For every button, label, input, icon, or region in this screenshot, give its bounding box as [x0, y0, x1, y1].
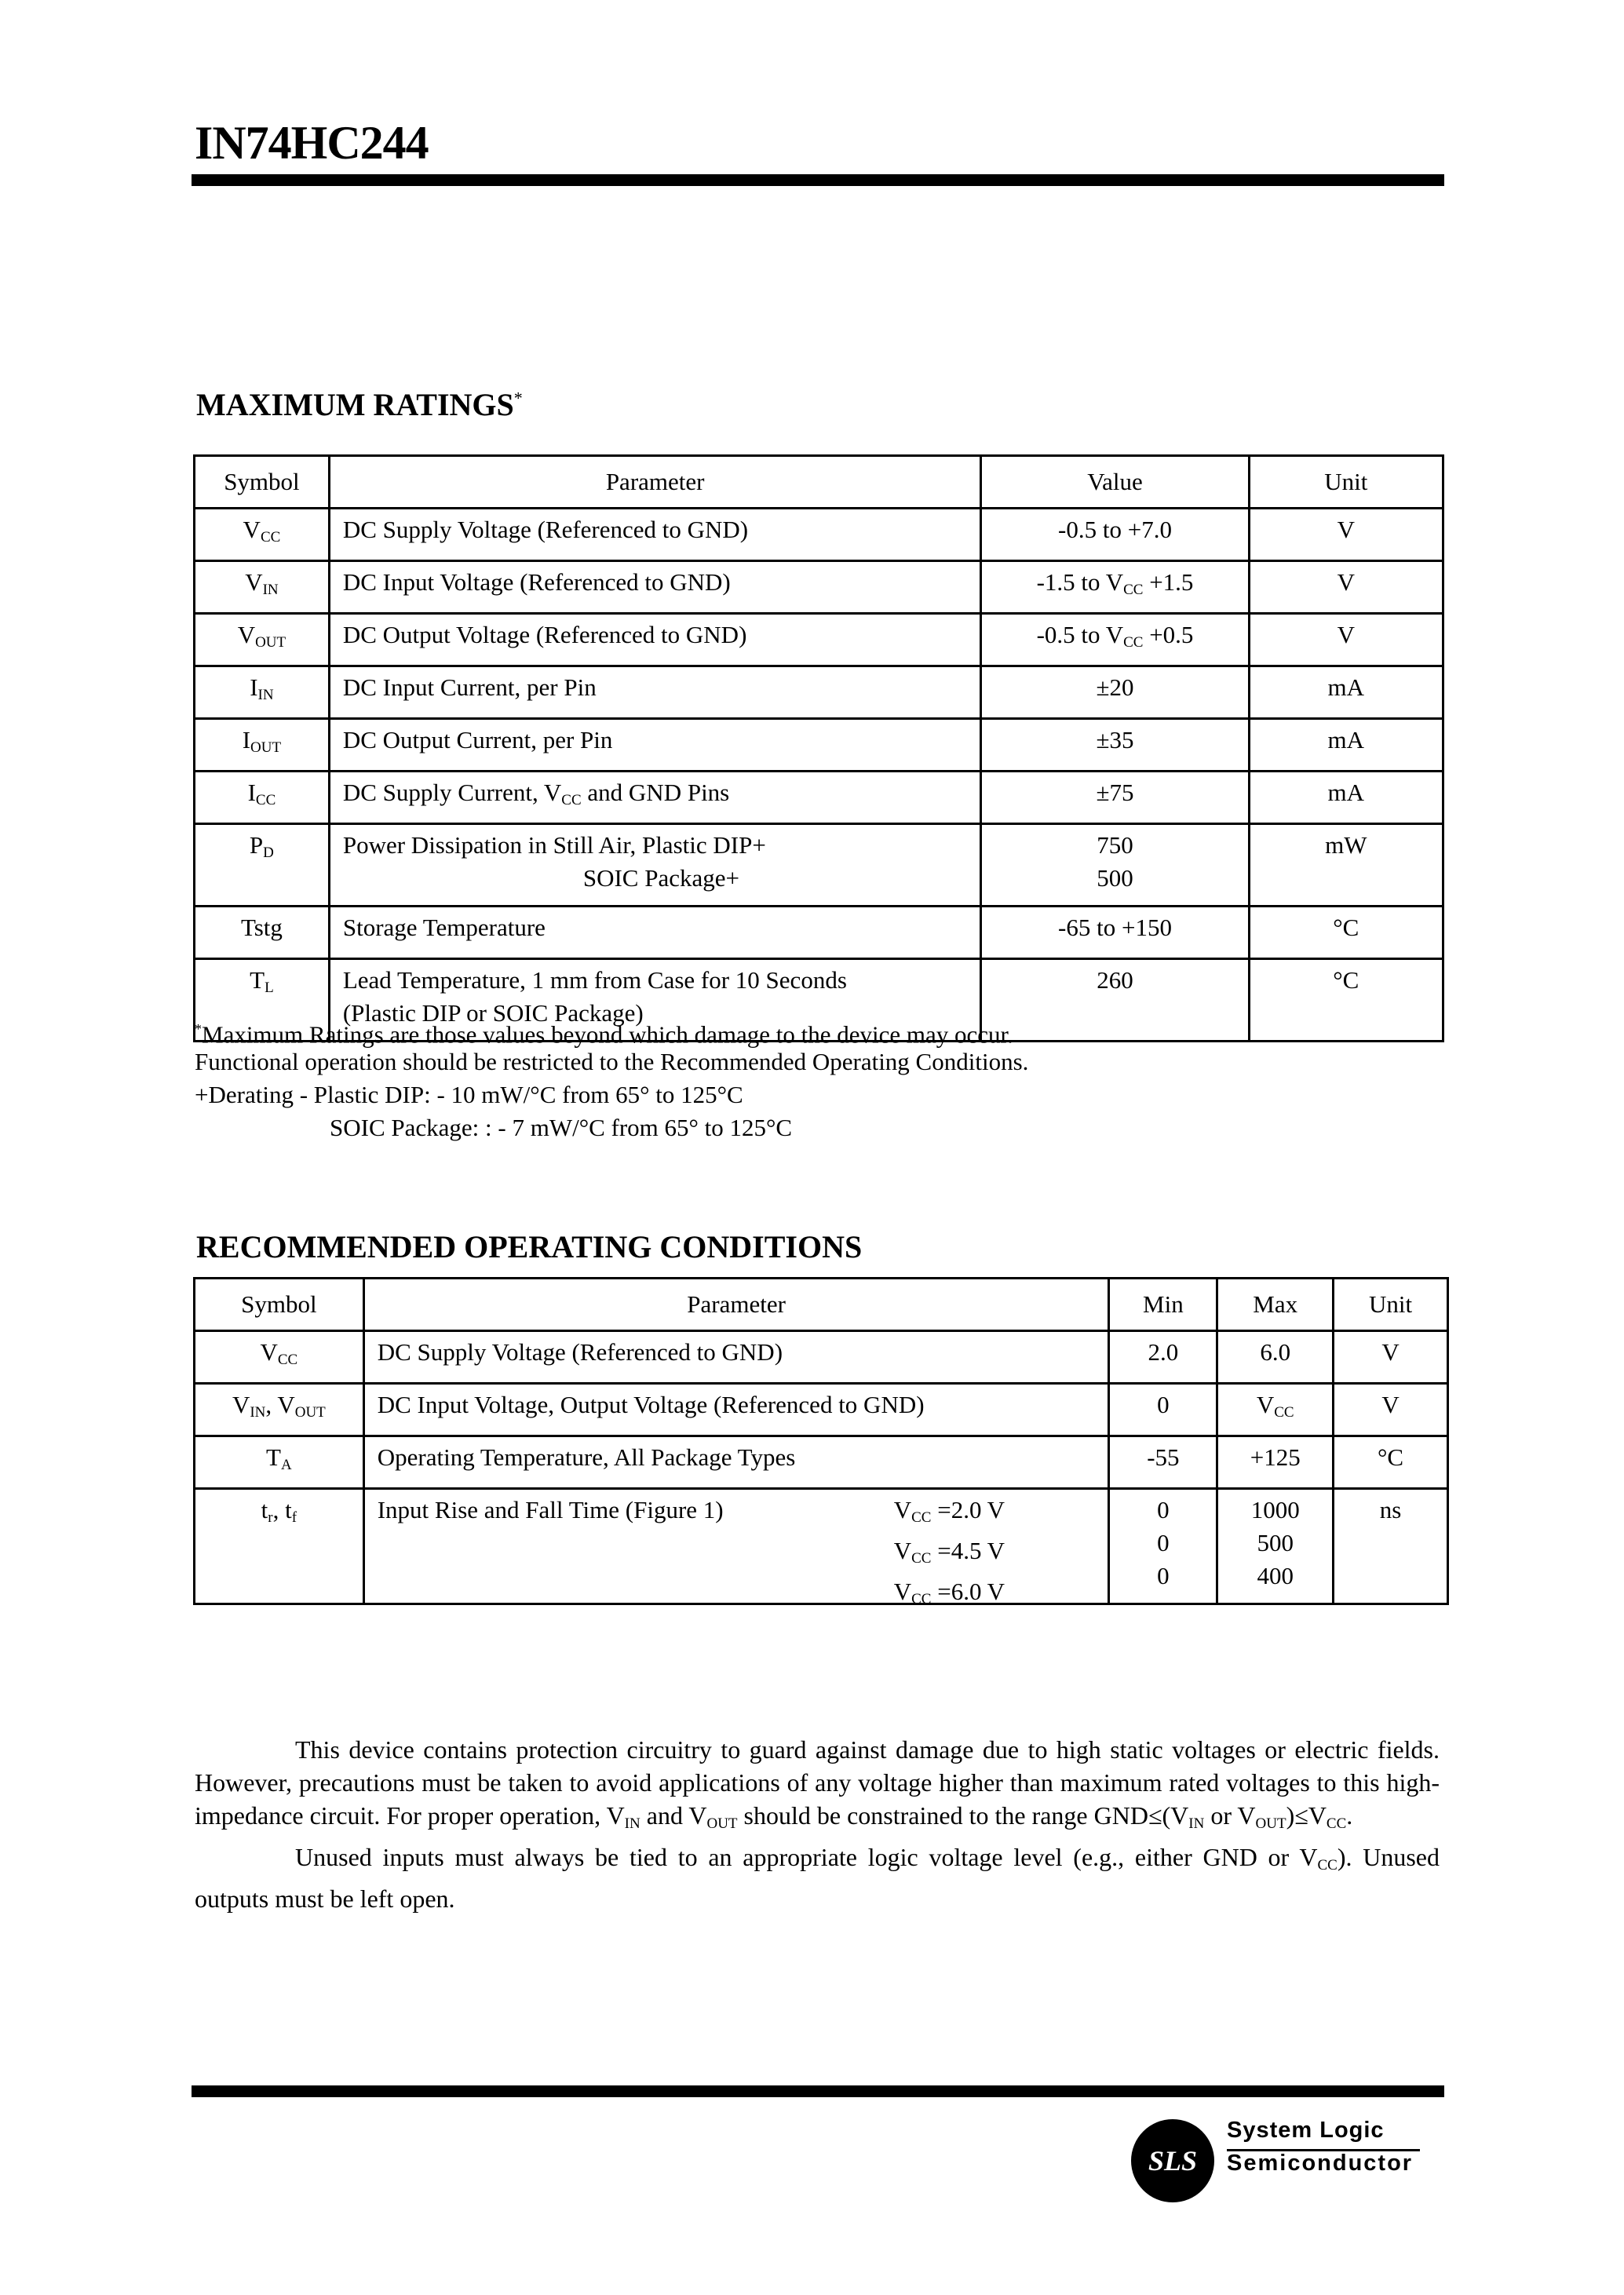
paragraph: This device contains protection circuitry to guard against damage due to high static voltages or electric fields. However, precautions must be taken to avoid applications of any voltage higher than maximum rated voltages to this high-impedance circuit. For proper operation, $V_{IN}$ and $V_{OUT}$ should be constrained to the range $GND\le(V_{IN}$ or $V_{OUT})\le V_{CC}$.	[195, 1735, 1440, 1832]
symbol-cell: $V_{IN}$, $V_{OUT}$	[195, 1384, 364, 1436]
footnote: *Maximum Ratings are those values beyond which damage to the device may occur.	[195, 1020, 1013, 1049]
value-cell: 750 500	[981, 824, 1249, 907]
parameter-cell: Operating Temperature, All Package Types	[363, 1436, 1109, 1489]
footnote: SOIC Package: : - 7 mW/°C from 65° to 125°C	[330, 1114, 793, 1141]
symbol-cell: $V_{IN}$	[195, 561, 330, 614]
body-text	[195, 1733, 1440, 1915]
max-ratings-table	[193, 454, 1444, 1042]
symbol-cell: Tstg	[195, 907, 330, 959]
parameter-cell: DC Input Current, per Pin	[329, 666, 981, 719]
symbol-cell: $I_{IN}$	[195, 666, 330, 719]
unit-cell: V	[1249, 509, 1443, 561]
value-cell: ±20	[981, 666, 1249, 719]
table-row	[195, 1384, 1448, 1436]
parameter-cell: Power Dissipation in Still Air, Plastic DIP+ SOIC Package+	[329, 824, 981, 907]
max-ratings-heading: MAXIMUM RATINGS*	[196, 387, 523, 422]
unit-cell: ns	[1334, 1489, 1448, 1604]
table-row	[195, 824, 1443, 907]
max-cell: 6.0	[1217, 1331, 1334, 1384]
table-header-row	[195, 456, 1443, 509]
unit-cell: V	[1249, 561, 1443, 614]
min-cell: 2.0	[1109, 1331, 1217, 1384]
table-row	[195, 719, 1443, 772]
column-header: Parameter	[329, 456, 981, 509]
paragraph: Unused inputs must always be tied to an appropriate logic voltage level (e.g., either GND or $V_{CC}$). Unused outputs must be left open.	[195, 1843, 1440, 1913]
symbol-cell: $V_{OUT}$	[195, 614, 330, 666]
max-cell: 1000 500 400	[1217, 1489, 1334, 1604]
table-row	[195, 666, 1443, 719]
symbol-cell: $T_L$	[195, 959, 330, 1042]
column-header: Symbol	[195, 456, 330, 509]
footnote: Functional operation should be restricted to the Recommended Operating Conditions.	[195, 1048, 1029, 1075]
footer-rule	[192, 2085, 1444, 2097]
company-name-line1: System Logic	[1227, 2118, 1385, 2143]
unit-cell: °C	[1249, 959, 1443, 1042]
value-cell: ±75	[981, 772, 1249, 824]
column-header: Value	[981, 456, 1249, 509]
recommended-conditions-table	[193, 1277, 1449, 1605]
parameter-cell: DC Supply Current, $V_{CC}$ and GND Pins	[329, 772, 981, 824]
symbol-cell: $V_{CC}$	[195, 509, 330, 561]
unit-cell: mA	[1249, 666, 1443, 719]
min-cell: 0	[1109, 1384, 1217, 1436]
unit-cell: V	[1249, 614, 1443, 666]
column-header: Unit	[1249, 456, 1443, 509]
parameter-cell: DC Supply Voltage (Referenced to GND)	[363, 1331, 1109, 1384]
column-header: Symbol	[195, 1279, 364, 1331]
value-cell: -0.5 to $V_{CC} +0.5$	[981, 614, 1249, 666]
column-header: Unit	[1334, 1279, 1448, 1331]
header-rule	[192, 174, 1444, 186]
value-cell: 260	[981, 959, 1249, 1042]
symbol-cell: $P_D$	[195, 824, 330, 907]
table-header-row	[195, 1279, 1448, 1331]
max-cell: +125	[1217, 1436, 1334, 1489]
recommended-conditions-heading: RECOMMENDED OPERATING CONDITIONS	[196, 1229, 863, 1264]
unit-cell: V	[1334, 1384, 1448, 1436]
value-cell: -65 to +150	[981, 907, 1249, 959]
table-row	[195, 561, 1443, 614]
symbol-cell: $t_r$, $t_f$	[195, 1489, 364, 1604]
symbol-cell: $I_{OUT}$	[195, 719, 330, 772]
table-row	[195, 1331, 1448, 1384]
parameter-cell: DC Supply Voltage (Referenced to GND)	[329, 509, 981, 561]
value-cell: -1.5 to $V_{CC} +1.5$	[981, 561, 1249, 614]
table-row	[195, 772, 1443, 824]
column-header: Parameter	[363, 1279, 1109, 1331]
table-row	[195, 1436, 1448, 1489]
max-cell: $V_{CC}$	[1217, 1384, 1334, 1436]
table-row	[195, 614, 1443, 666]
unit-cell: °C	[1249, 907, 1443, 959]
unit-cell: mA	[1249, 772, 1443, 824]
table-row	[195, 509, 1443, 561]
parameter-cell: DC Output Voltage (Referenced to GND)	[329, 614, 981, 666]
table-row	[195, 907, 1443, 959]
table-row	[195, 1489, 1448, 1604]
document-title: IN74HC244	[195, 117, 429, 169]
unit-cell: V	[1334, 1331, 1448, 1384]
company-name-line2: Semiconductor	[1227, 2151, 1414, 2176]
parameter-cell: Storage Temperature	[329, 907, 981, 959]
min-cell: 0 0 0	[1109, 1489, 1217, 1604]
footnote: +Derating - Plastic DIP: - 10 mW/°C from 65° to 125°C	[195, 1081, 743, 1108]
column-header: Max	[1217, 1279, 1334, 1331]
value-cell: -0.5 to +7.0	[981, 509, 1249, 561]
parameter-cell: DC Input Voltage (Referenced to GND)	[329, 561, 981, 614]
unit-cell: mA	[1249, 719, 1443, 772]
min-cell: -55	[1109, 1436, 1217, 1489]
symbol-cell: $V_{CC}$	[195, 1331, 364, 1384]
symbol-cell: $I_{CC}$	[195, 772, 330, 824]
value-cell: ±35	[981, 719, 1249, 772]
column-header: Min	[1109, 1279, 1217, 1331]
symbol-cell: $T_A$	[195, 1436, 364, 1489]
unit-cell: mW	[1249, 824, 1443, 907]
parameter-cell: DC Output Current, per Pin	[329, 719, 981, 772]
parameter-cell: Input Rise and Fall Time (Figure 1) $V_{CC} =2.0$ V $V_{CC} =4.5$ V $V_{CC} =6.0$ V	[363, 1489, 1109, 1604]
parameter-cell: Lead Temperature, 1 mm from Case for 10 Seconds (Plastic DIP or SOIC Package)	[329, 959, 981, 1042]
parameter-cell: DC Input Voltage, Output Voltage (Referenced to GND)	[363, 1384, 1109, 1436]
sls-logo: SLS	[1131, 2119, 1214, 2202]
unit-cell: °C	[1334, 1436, 1448, 1489]
